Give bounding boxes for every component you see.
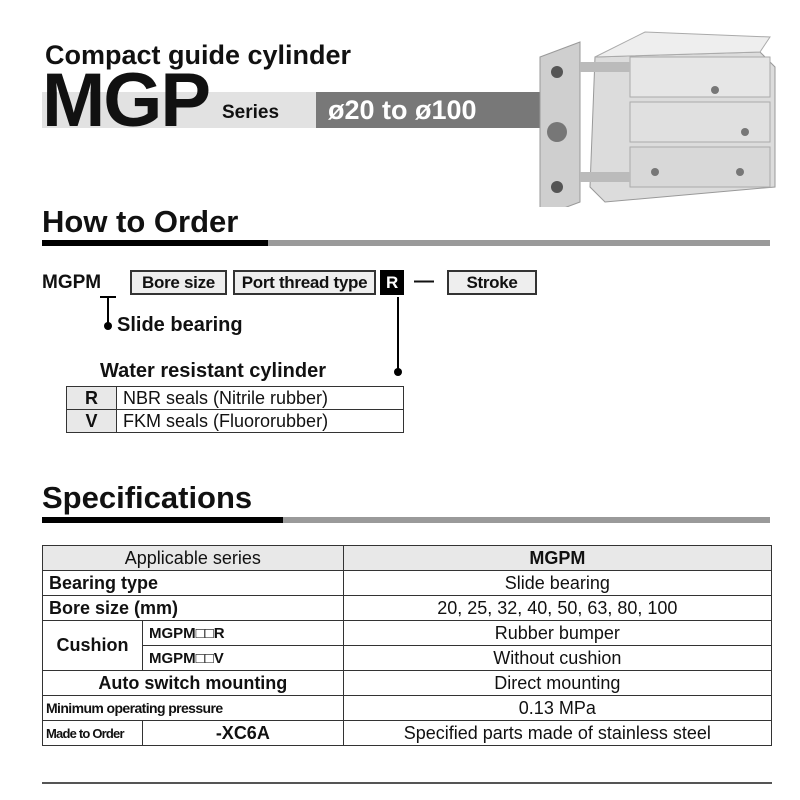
cell: Cushion xyxy=(43,621,143,671)
cell: Made to Order xyxy=(43,721,143,746)
cell: Without cushion xyxy=(343,646,771,671)
model-title: MGP xyxy=(42,58,210,143)
bore-range: ø20 to ø100 xyxy=(316,92,540,128)
cell: Bore size (mm) xyxy=(43,596,344,621)
spec-table xyxy=(42,545,772,746)
water-resistant-label: Water resistant cylinder xyxy=(100,360,327,382)
table-row xyxy=(43,546,772,571)
table-row xyxy=(43,646,772,671)
cell: Slide bearing xyxy=(343,571,771,596)
seal-desc: FKM seals (Fluororubber) xyxy=(117,410,404,433)
cell: MGPM xyxy=(343,546,771,571)
port-thread-box: Port thread type xyxy=(233,270,376,295)
table-row xyxy=(43,696,772,721)
product-image xyxy=(535,12,780,207)
cell: MGPM□□V xyxy=(143,646,344,671)
cell: Rubber bumper xyxy=(343,621,771,646)
seal-code: R xyxy=(67,387,117,410)
bullet-dot xyxy=(104,322,112,330)
cell: Applicable series xyxy=(43,546,344,571)
order-prefix: MGPM xyxy=(42,272,102,293)
table-row xyxy=(43,671,772,696)
table-row xyxy=(67,387,404,410)
section-rule-accent xyxy=(42,517,283,523)
footer-rule xyxy=(42,782,772,784)
water-resistant-box: R xyxy=(380,270,404,295)
cell: MGPM□□R xyxy=(143,621,344,646)
bore-size-box: Bore size xyxy=(130,270,227,295)
table-row xyxy=(43,721,772,746)
series-label: Series xyxy=(222,102,280,123)
cell: -XC6A xyxy=(143,721,344,746)
cell: Specified parts made of stainless steel xyxy=(343,721,771,746)
table-row xyxy=(43,596,772,621)
table-row xyxy=(67,410,404,433)
cell: Bearing type xyxy=(43,571,344,596)
seal-table xyxy=(66,386,404,433)
connector-line xyxy=(397,297,399,372)
how-to-order-title: How to Order xyxy=(42,204,239,239)
bullet-dot xyxy=(394,368,402,376)
cell: 0.13 MPa xyxy=(343,696,771,721)
table-row xyxy=(43,621,772,646)
product-subtitle: Compact guide cylinder xyxy=(45,40,352,70)
cell: Auto switch mounting xyxy=(43,671,344,696)
dash: — xyxy=(414,270,434,292)
cell: Direct mounting xyxy=(343,671,771,696)
stroke-box: Stroke xyxy=(447,270,537,295)
table-row xyxy=(43,571,772,596)
cell: Minimum operating pressure xyxy=(43,696,344,721)
slide-bearing-label: Slide bearing xyxy=(117,314,243,336)
seal-desc: NBR seals (Nitrile rubber) xyxy=(117,387,404,410)
specifications-title: Specifications xyxy=(42,480,253,515)
cell: 20, 25, 32, 40, 50, 63, 80, 100 xyxy=(343,596,771,621)
seal-code: V xyxy=(67,410,117,433)
section-rule-accent xyxy=(42,240,268,246)
